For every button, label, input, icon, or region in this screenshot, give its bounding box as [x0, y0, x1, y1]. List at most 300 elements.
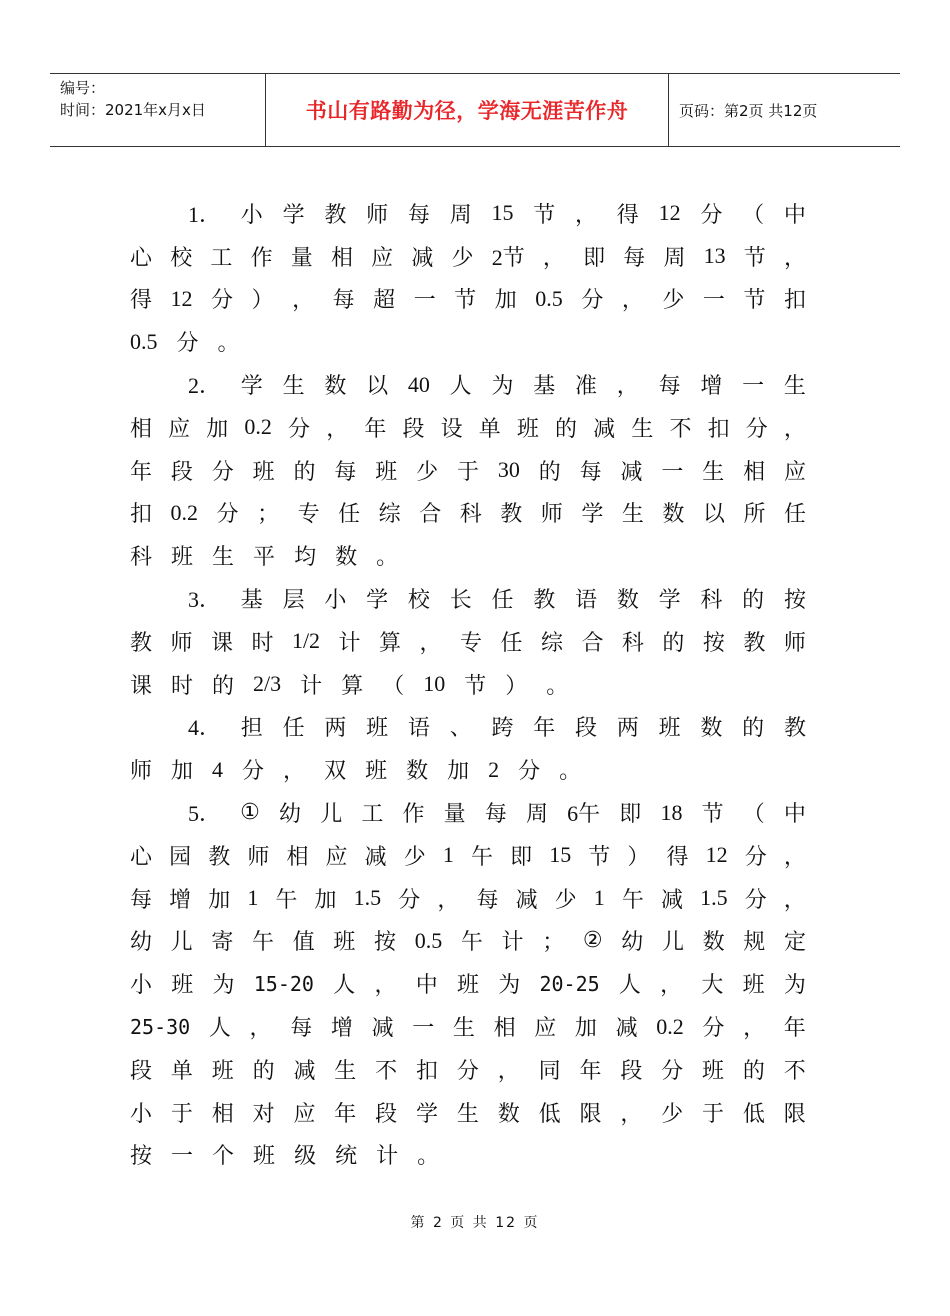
text-token: 一	[661, 459, 684, 485]
text-token: 人	[618, 973, 641, 999]
text-token: 数	[406, 759, 429, 785]
text-token: 加	[208, 887, 231, 913]
text-token: 节	[464, 673, 487, 699]
text-token: 班	[516, 416, 539, 442]
text-token: 、	[449, 716, 472, 742]
text-token: 算	[341, 673, 364, 699]
header-motto: 书山有路勤为径，学海无涯苦作舟	[266, 74, 669, 146]
text-token: 分	[744, 844, 767, 870]
text-token: 计	[338, 630, 361, 656]
text-token: 于	[457, 459, 480, 485]
text-token: 规	[743, 930, 766, 956]
text-token: 即	[510, 844, 533, 870]
text-token: 小	[324, 588, 347, 614]
text-token: 于	[170, 1101, 193, 1127]
text-token: 校	[407, 588, 430, 614]
text-token: 平	[253, 545, 276, 571]
text-line	[130, 1048, 806, 1091]
text-token: 师	[783, 630, 806, 656]
text-token: 班	[742, 973, 765, 999]
text-line	[130, 1005, 806, 1048]
text-token: 每	[407, 202, 430, 228]
text-token: 教	[533, 588, 556, 614]
text-token: 增	[169, 887, 192, 913]
text-token: 0.2	[244, 414, 272, 440]
text-token: 设	[440, 416, 463, 442]
text-token: 以	[366, 374, 389, 400]
text-token: 作	[402, 802, 425, 828]
text-token: 级	[294, 1144, 317, 1170]
text-token: 相	[130, 416, 153, 442]
text-line	[130, 877, 806, 920]
text-token: 15	[491, 200, 514, 226]
text-token: 加	[494, 288, 517, 314]
text-token: 4	[212, 756, 224, 782]
text-line	[130, 706, 806, 749]
text-token: 的	[662, 630, 685, 656]
text-token: 少	[403, 844, 426, 870]
text-token: 班	[171, 973, 194, 999]
text-token: 分	[581, 288, 604, 314]
text-token: 分	[744, 887, 767, 913]
text-token: 为	[212, 973, 235, 999]
text-token: 跨	[491, 716, 514, 742]
text-token: 按	[783, 588, 806, 614]
text-token: 科	[459, 502, 482, 528]
text-token: 教	[130, 630, 153, 656]
text-token: 2	[488, 756, 500, 782]
text-token: 10	[423, 671, 446, 697]
text-token: 双	[324, 759, 347, 785]
text-token: 年	[130, 459, 153, 485]
header-meta	[50, 74, 266, 146]
text-token: 综	[540, 630, 563, 656]
text-token: 生	[334, 1058, 357, 1084]
text-token: 教	[783, 716, 806, 742]
text-token: 生	[456, 1101, 479, 1127]
text-token: 分	[211, 288, 234, 314]
text-token: 25-30	[130, 1014, 191, 1039]
paragraph	[130, 706, 830, 792]
text-token: 周	[525, 802, 548, 828]
text-token: 分	[242, 759, 265, 785]
text-token: 教	[208, 844, 231, 870]
text-token: 中	[783, 202, 806, 228]
text-token: 年	[334, 1101, 357, 1127]
text-token: 不	[783, 1058, 806, 1084]
text-token: 的	[252, 1058, 275, 1084]
text-token: 班	[252, 459, 275, 485]
text-token: ，	[437, 887, 460, 913]
text-token: 0.5	[535, 285, 563, 311]
text-token: 于	[702, 1101, 725, 1127]
text-token: 时	[171, 673, 194, 699]
text-token: 相	[493, 1016, 516, 1042]
text-token: 段	[402, 416, 425, 442]
text-token: 1	[593, 885, 605, 911]
text-token: 量	[443, 802, 466, 828]
text-token: 人	[449, 374, 472, 400]
text-token: 20-25	[539, 971, 600, 996]
text-token: 低	[538, 1101, 561, 1127]
text-token: 心	[130, 844, 153, 870]
text-token: ，	[419, 630, 442, 656]
text-token: 得	[130, 288, 153, 314]
text-token: ，	[621, 288, 644, 314]
text-token: 1.5	[353, 885, 382, 911]
text-token: 人	[333, 973, 356, 999]
text-token: 节	[533, 202, 556, 228]
text-token: 分	[456, 1058, 479, 1084]
text-token: 师	[540, 502, 563, 528]
text-token: 儿	[320, 802, 343, 828]
text-token: 2．	[188, 373, 222, 399]
text-token: 减	[515, 887, 538, 913]
text-token: 心	[130, 245, 153, 271]
text-token: 任	[491, 588, 514, 614]
text-token: 节	[701, 802, 724, 828]
text-token: 单	[170, 1058, 193, 1084]
text-token: 每	[476, 887, 499, 913]
text-token: 数	[700, 716, 723, 742]
text-token: 1/2	[291, 628, 321, 654]
text-token: 计	[300, 673, 323, 699]
text-token: 增	[330, 1016, 353, 1042]
text-token: 教	[500, 502, 523, 528]
text-token: 即	[583, 245, 606, 271]
text-token: 计	[501, 930, 524, 956]
text-token: 加	[574, 1016, 597, 1042]
text-token: 30	[497, 457, 520, 483]
text-token: 0.2	[170, 499, 199, 525]
text-token: （	[742, 802, 765, 828]
text-token: 分	[211, 459, 234, 485]
text-token: 量	[290, 245, 313, 271]
text-token: 作	[250, 245, 273, 271]
text-token: 节	[743, 245, 766, 271]
text-token: 12	[705, 842, 728, 868]
text-token: 节	[743, 288, 766, 314]
text-token: 计	[376, 1144, 399, 1170]
text-token: 按	[374, 930, 397, 956]
text-token: 幼	[621, 930, 644, 956]
text-token: 幼	[130, 930, 153, 956]
text-token: 班	[658, 716, 681, 742]
text-line	[130, 834, 806, 877]
text-token: ，	[660, 973, 683, 999]
text-token: 课	[130, 673, 153, 699]
text-token: 加	[314, 887, 337, 913]
text-token: 工	[361, 802, 384, 828]
text-token: 12	[170, 285, 193, 311]
text-token: 小	[130, 973, 153, 999]
text-token: 基	[240, 588, 263, 614]
text-token: 0.5	[130, 328, 158, 354]
text-token: 少	[416, 459, 439, 485]
text-token: 所	[743, 502, 766, 528]
text-token: 0.5	[414, 927, 443, 953]
text-token: 生	[282, 374, 305, 400]
text-token: 扣	[130, 502, 153, 528]
text-token: 即	[619, 802, 642, 828]
text-token: 算	[379, 630, 402, 656]
text-token: 分	[518, 759, 541, 785]
text-token: 午	[275, 887, 298, 913]
text-line	[130, 620, 806, 663]
text-token: 分	[702, 1016, 725, 1042]
paragraph	[130, 791, 830, 1176]
text-token: 每	[334, 459, 357, 485]
text-token: 分	[216, 502, 239, 528]
text-token: 扣	[416, 1058, 439, 1084]
text-line	[130, 406, 806, 449]
text-token: ，	[374, 973, 397, 999]
text-line	[130, 577, 806, 620]
text-token: 任	[282, 716, 305, 742]
text-token: 18	[660, 799, 683, 825]
text-token: 个	[212, 1144, 235, 1170]
text-token: 班	[702, 1058, 725, 1084]
text-line	[130, 920, 806, 963]
text-token: 合	[581, 630, 604, 656]
text-token: 减	[593, 416, 616, 442]
text-token: ，	[326, 416, 349, 442]
text-line	[130, 748, 806, 791]
text-token: 减	[660, 887, 683, 913]
text-token: 分	[661, 1058, 684, 1084]
text-token: 1	[247, 885, 259, 911]
text-token: 学	[366, 588, 389, 614]
text-token: 大	[701, 973, 724, 999]
text-token: 段	[620, 1058, 643, 1084]
text-token: 学	[581, 502, 604, 528]
paragraph	[130, 577, 830, 705]
text-token: 数	[324, 374, 347, 400]
text-token: 周	[449, 202, 472, 228]
text-token: ）	[251, 288, 274, 314]
text-token: 每	[623, 245, 646, 271]
text-token: 两	[616, 716, 639, 742]
text-token: 师	[170, 630, 193, 656]
text-token: 任	[500, 630, 523, 656]
document-number-label: 编号：	[60, 79, 106, 97]
text-token: 教	[743, 630, 766, 656]
text-token: 的	[212, 673, 235, 699]
text-token: 人	[208, 1016, 231, 1042]
text-token: 数	[497, 1101, 520, 1127]
text-line	[130, 278, 806, 321]
text-token: 幼	[279, 802, 302, 828]
text-line	[130, 663, 806, 706]
text-token: 工	[210, 245, 233, 271]
text-token: 生	[631, 416, 654, 442]
text-token: 生	[452, 1016, 475, 1042]
text-token: 师	[247, 844, 270, 870]
text-token: 学	[282, 202, 305, 228]
text-token: 生	[212, 545, 235, 571]
text-token: 段	[375, 1101, 398, 1127]
text-token: 年	[533, 716, 556, 742]
text-token: 统	[335, 1144, 358, 1170]
text-token: 小	[130, 1101, 153, 1127]
text-token: 的	[742, 716, 765, 742]
text-token: 分	[745, 416, 768, 442]
text-token: 基	[533, 374, 556, 400]
text-token: 的	[742, 1058, 765, 1084]
text-line	[130, 1134, 806, 1177]
text-token: 增	[700, 374, 723, 400]
text-token: 减	[411, 245, 434, 271]
text-token: 相	[330, 245, 353, 271]
text-token: 时	[251, 630, 274, 656]
page-header	[50, 73, 900, 147]
text-token: 值	[292, 930, 315, 956]
text-token: 限	[783, 1101, 806, 1127]
text-token: 应	[534, 1016, 557, 1042]
text-token: ，	[497, 1058, 520, 1084]
text-token: 按	[702, 630, 725, 656]
text-token: 相	[743, 459, 766, 485]
text-token: 段	[130, 1058, 153, 1084]
text-token: 一	[412, 1016, 435, 1042]
text-token: 相	[286, 844, 309, 870]
text-token: 减	[371, 1016, 394, 1042]
text-token: 加	[206, 416, 229, 442]
text-token: 的	[742, 588, 765, 614]
text-token: 40	[407, 371, 430, 397]
text-token: 每	[579, 459, 602, 485]
text-token: 减	[293, 1058, 316, 1084]
text-token: 学	[416, 1101, 439, 1127]
text-token: 得	[616, 202, 639, 228]
text-token: 单	[478, 416, 501, 442]
text-token: 每	[658, 374, 681, 400]
text-token: 。	[546, 673, 569, 699]
text-token: 分	[288, 416, 311, 442]
text-token: 一	[171, 1144, 194, 1170]
text-token: 午	[470, 844, 493, 870]
text-token: ，	[783, 245, 806, 271]
paragraph	[130, 363, 830, 577]
text-token: ②	[582, 928, 603, 954]
text-token: 0.2	[656, 1013, 684, 1039]
text-token: ，	[783, 844, 806, 870]
text-token: 减	[620, 459, 643, 485]
text-line	[130, 492, 806, 535]
text-token: ，	[616, 374, 639, 400]
text-line	[130, 192, 806, 235]
text-token: 语	[575, 588, 598, 614]
text-token: 任	[783, 502, 806, 528]
text-token: 班	[375, 459, 398, 485]
text-token: 15	[549, 842, 572, 868]
text-token: 学	[658, 588, 681, 614]
text-token: 教	[324, 202, 347, 228]
text-token: ）	[505, 673, 528, 699]
text-token: 一	[702, 288, 725, 314]
text-token: 班	[366, 716, 389, 742]
text-token: ，	[249, 1016, 272, 1042]
text-token: ，	[620, 1101, 643, 1127]
text-token: 专	[459, 630, 482, 656]
text-token: 少	[661, 1101, 684, 1127]
text-token: 合	[419, 502, 442, 528]
text-token: 不	[375, 1058, 398, 1084]
text-token: 段	[575, 716, 598, 742]
text-token: 13	[703, 243, 726, 269]
text-token: （	[742, 202, 765, 228]
text-token: 学	[240, 374, 263, 400]
text-token: 为	[491, 374, 514, 400]
text-token: 班	[171, 545, 194, 571]
text-token: 限	[579, 1101, 602, 1127]
text-token: 。	[559, 759, 582, 785]
text-token: 数	[702, 930, 725, 956]
text-token: 儿	[661, 930, 684, 956]
text-token: 15-20	[253, 971, 314, 996]
text-token: 3．	[188, 587, 222, 613]
text-token: 节	[588, 844, 611, 870]
text-token: ，	[743, 1016, 766, 1042]
text-token: 科	[130, 545, 153, 571]
text-token: 段	[170, 459, 193, 485]
text-token: 的	[293, 459, 316, 485]
text-token: 1	[442, 842, 454, 868]
text-token: 寄	[211, 930, 234, 956]
text-token: 每	[290, 1016, 313, 1042]
text-token: 不	[669, 416, 692, 442]
text-token: 的	[538, 459, 561, 485]
text-token: 超	[373, 288, 396, 314]
text-token: 加	[447, 759, 470, 785]
text-token: 减	[364, 844, 387, 870]
text-token: 应	[325, 844, 348, 870]
text-token: 定	[783, 930, 806, 956]
text-token: 科	[700, 588, 723, 614]
text-token: 分	[398, 887, 421, 913]
text-token: 为	[783, 973, 806, 999]
text-token: 年	[579, 1058, 602, 1084]
text-token: 每	[332, 288, 355, 314]
text-token: 6午	[567, 801, 601, 827]
text-token: 数	[616, 588, 639, 614]
text-token: 加	[171, 759, 194, 785]
text-token: 扣	[783, 288, 806, 314]
text-line	[130, 1091, 806, 1134]
text-token: 的	[555, 416, 578, 442]
text-token: 少	[662, 288, 685, 314]
text-token: 数	[662, 502, 685, 528]
text-token: 校	[170, 245, 193, 271]
document-date: 时间：2021年x月x日	[60, 101, 206, 119]
text-token: 得	[666, 844, 689, 870]
text-token: 班	[211, 1058, 234, 1084]
text-token: 班	[456, 973, 479, 999]
text-token: 专	[297, 502, 320, 528]
text-token: 。	[376, 545, 399, 571]
text-token: 两	[324, 716, 347, 742]
text-token: 午	[252, 930, 275, 956]
text-token: 语	[407, 716, 430, 742]
text-token: 应	[371, 245, 394, 271]
text-token: 节	[454, 288, 477, 314]
text-line	[130, 320, 806, 363]
text-token: 年	[364, 416, 387, 442]
text-token: 班	[365, 759, 388, 785]
text-token: ①	[240, 800, 260, 826]
text-token: 1.5	[700, 885, 728, 911]
text-line	[130, 363, 806, 406]
